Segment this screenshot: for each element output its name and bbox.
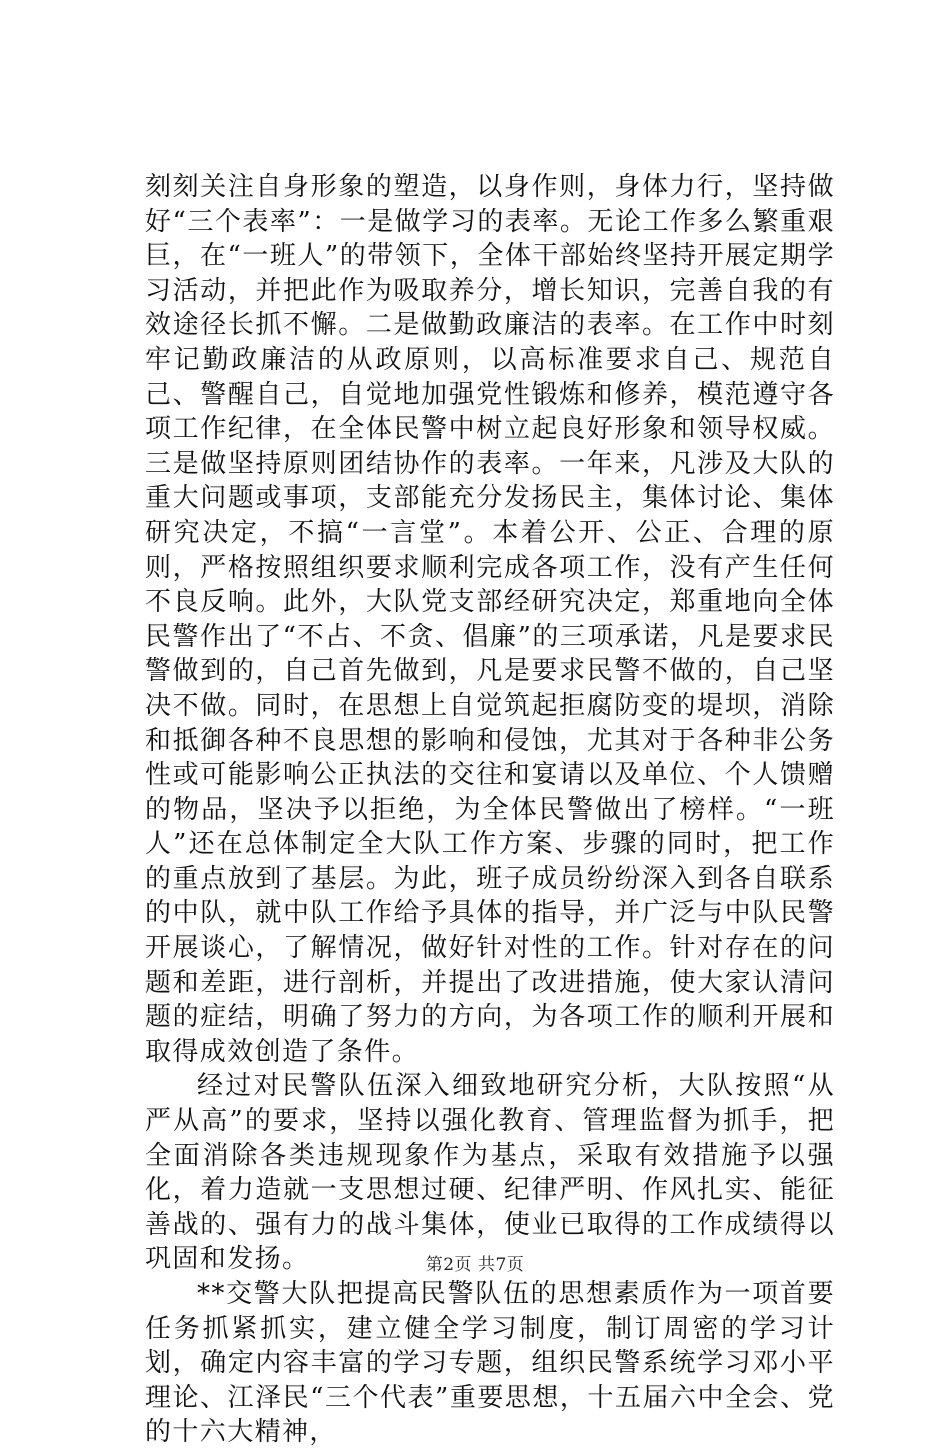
page-number-footer: 第2页 共7页 (425, 1255, 525, 1275)
paragraph-study-program: **交警大队把提高民警队伍的思想素质作为一项首要任务抓紧抓实，建立健全学习制度，制订周密的学习计划，确定内容丰富的学习专题，组织民警系统学习邓小平理论、江泽民“三个代表”重要思想，十五届六中全会、党的十六大精神， (145, 1279, 835, 1448)
paragraph-team-building: 经过对民警队伍深入细致地研究分析，大队按照“从严从高”的要求，坚持以强化教育、管理监督为抓手，把全面消除各类违规现象作为基点，采取有效措施予以强化，着力造就一支思想过硬、纪律严明、作风扎实、能征善战的、强有力的战斗集体，使业已取得的工作成绩得以巩固和发扬。 (145, 1071, 835, 1275)
paragraph-continued: 刻刻关注自身形象的塑造，以身作则，身体力行，坚持做好“三个表率”：一是做学习的表率。无论工作多么繁重艰巨，在“一班人”的带领下，全体干部始终坚持开展定期学习活动，并把此作为吸取养分，增长知识，完善自我的有效途径长抓不懈。二是做勤政廉洁的表率。在工作中时刻牢记勤政廉洁的从政原则，以高标准要求自己、规范自己、警醒自己，自觉地加强党性锻炼和修养，模范遵守各项工作纪律，在全体民警中树立起良好形象和领导权威。三是做坚持原则团结协作的表率。一年来，凡涉及大队的重大问题或事项，支部能充分发扬民主，集体讨论、集体研究决定，不搞“一言堂”。本着公开、公正、合理的原则，严格按照组织要求顺利完成各项工作，没有产生任何不良反响。此外，大队党支部经研究决定，郑重地向全体民警作出了“不占、不贪、倡廉”的三项承诺，凡是要求民警做到的，自己首先做到，凡是要求民警不做的，自己坚决不做。同时，在思想上自觉筑起拒腐防变的堤坝，消除和抵御各种不良思想的影响和侵蚀，尤其对于各种非公务性或可能影响公正执法的交往和宴请以及单位、个人馈赠的物品，坚决予以拒绝，为全体民警做出了榜样。“一班人”还在总体制定全大队工作方案、步骤的同时，把工作的重点放到了基层。为此，班子成员纷纷深入到各自联系的中队，就中队工作给予具体的指导，并广泛与中队民警开展谈心，了解情况，做好针对性的工作。针对存在的问题和差距，进行剖析，并提出了改进措施，使大家认清问题的症结，明确了努力的方向，为各项工作的顺利开展和取得成效创造了条件。 (145, 172, 835, 1067)
